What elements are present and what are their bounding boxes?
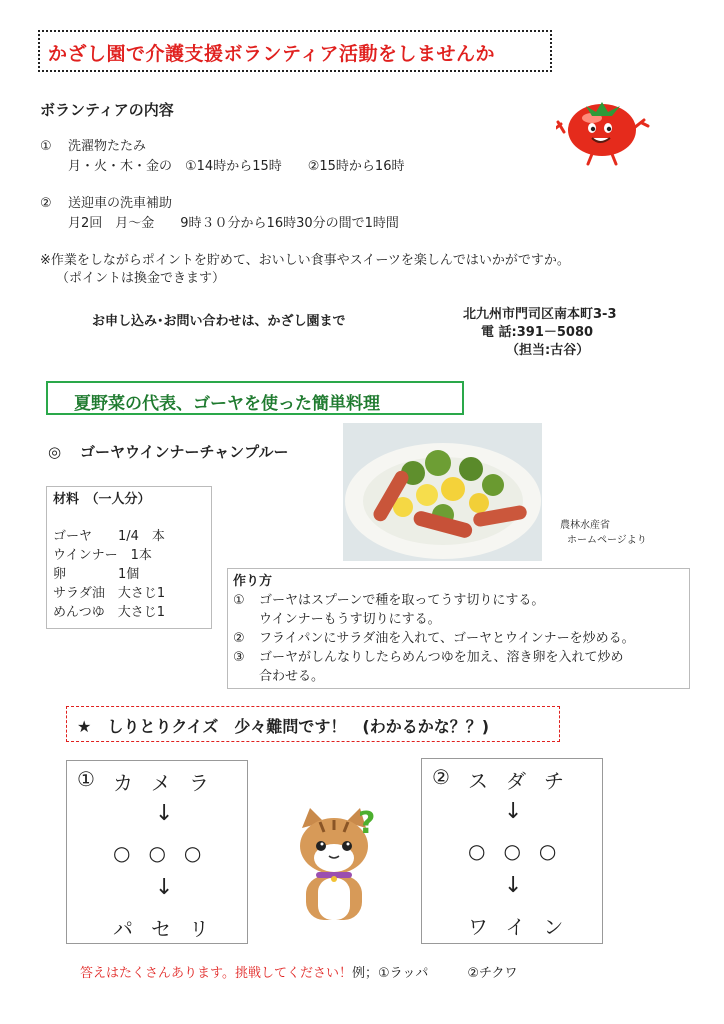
quiz-2-end-word: ワイン	[468, 915, 582, 939]
ingredients-box	[46, 486, 212, 629]
photo-credit-2: ホームページより	[567, 535, 647, 546]
dish-mark: ◎	[48, 443, 62, 461]
contact-person: （担当:古谷）	[506, 343, 590, 358]
step-text: ゴーヤがしんなりしたらめんつゆを加え、溶き卵を入れて炒め	[259, 650, 624, 665]
volunteer-heading: ボランティアの内容	[40, 101, 174, 119]
quiz-1-end-word: パセリ	[113, 917, 227, 941]
item1-number: ①	[40, 139, 52, 154]
quiz-title: ★ しりとりクイズ 少々難問です！ (わかるかな？？)	[77, 717, 490, 736]
question-mark: ?	[358, 806, 376, 841]
recipe-section-title-box	[46, 381, 464, 415]
page-title-box	[38, 30, 552, 72]
recipe-section-title: 夏野菜の代表、ゴーヤを使った簡単料理	[74, 394, 380, 414]
quiz-2-start-word: スダチ	[468, 769, 582, 793]
step-item	[233, 591, 635, 610]
ingredients-list	[53, 527, 165, 622]
dish-name: ゴーヤウインナーチャンプルー	[80, 443, 289, 461]
ingredient-item: 卵 1個	[53, 567, 140, 582]
steps-box	[227, 568, 690, 689]
contact-phone: 電 話:391－5080	[481, 325, 594, 340]
step-number: ①	[233, 593, 245, 608]
dish-photo-illustration	[343, 423, 542, 561]
quiz-footer-example: 例；①ラッパ ②チクワ	[351, 966, 518, 981]
note-line-2: （ポイントは換金できます）	[56, 271, 226, 286]
dish-photo	[343, 423, 542, 561]
contact-address: 北九州市門司区南本町3-3	[463, 307, 617, 322]
item1-detail: 月・火・木・金の ①14時から15時 ②15時から16時	[68, 159, 405, 174]
step-item	[233, 629, 635, 648]
steps-title: 作り方	[233, 574, 273, 589]
step-item	[233, 667, 635, 686]
quiz-2-arrow-1: ↓	[504, 799, 523, 824]
item2-title: 送迎車の洗車補助	[68, 196, 173, 211]
ingredients-title: 材料 （一人分）	[53, 492, 151, 507]
item2-number: ②	[40, 196, 52, 211]
ingredient-item: めんつゆ 大さじ1	[53, 605, 166, 620]
quiz-1-blank: ○○○	[113, 841, 220, 865]
quiz-1-box	[66, 760, 248, 944]
quiz-2-arrow-2: ↓	[504, 873, 523, 898]
quiz-footer-red: 答えはたくさんあります。挑戦してください！	[80, 966, 352, 981]
step-number: ③	[233, 650, 245, 665]
ingredient-item: ウインナー 1本	[53, 548, 152, 563]
step-text: フライパンにサラダ油を入れて、ゴーヤとウインナーを炒める。	[259, 631, 635, 646]
quiz-2-blank: ○○○	[468, 839, 575, 863]
page-title: かざし園で介護支援ボランティア活動をしませんか	[48, 43, 495, 65]
step-text: ゴーヤはスプーンで種を取ってうす切りにする。	[259, 593, 545, 608]
step-number: ②	[233, 631, 245, 646]
photo-credit-1: 農林水産省	[560, 520, 610, 531]
step-text: ウインナーもうす切りにする。	[259, 612, 441, 627]
ingredient-item: ゴーヤ 1/4 本	[53, 529, 165, 544]
steps-list	[233, 591, 635, 686]
item2-detail: 月2回 月～金 9時３０分から16時30分の間で1時間	[68, 216, 399, 231]
contact-label: お申し込み･お問い合わせは、かざし園まで	[92, 314, 346, 329]
quiz-2-number: ②	[432, 765, 450, 789]
quiz-2-box	[421, 758, 603, 944]
step-text: 合わせる。	[259, 669, 325, 684]
ingredient-item: サラダ油 大さじ1	[53, 586, 166, 601]
quiz-1-arrow-2: ↓	[155, 875, 174, 900]
tomato-mascot-illustration	[556, 98, 650, 166]
quiz-1-arrow-1: ↓	[155, 801, 174, 826]
step-item	[233, 648, 635, 667]
step-item	[233, 610, 635, 629]
item1-title: 洗濯物たたみ	[68, 139, 147, 154]
quiz-1-number: ①	[77, 767, 95, 791]
quiz-1-start-word: カメラ	[113, 771, 227, 795]
quiz-title-box	[66, 706, 560, 742]
quiz-footer	[80, 962, 518, 981]
note-line-1: ※作業をしながらポイントを貯めて、おいしい食事やスイーツを楽しんではいかがですか。	[40, 253, 570, 268]
